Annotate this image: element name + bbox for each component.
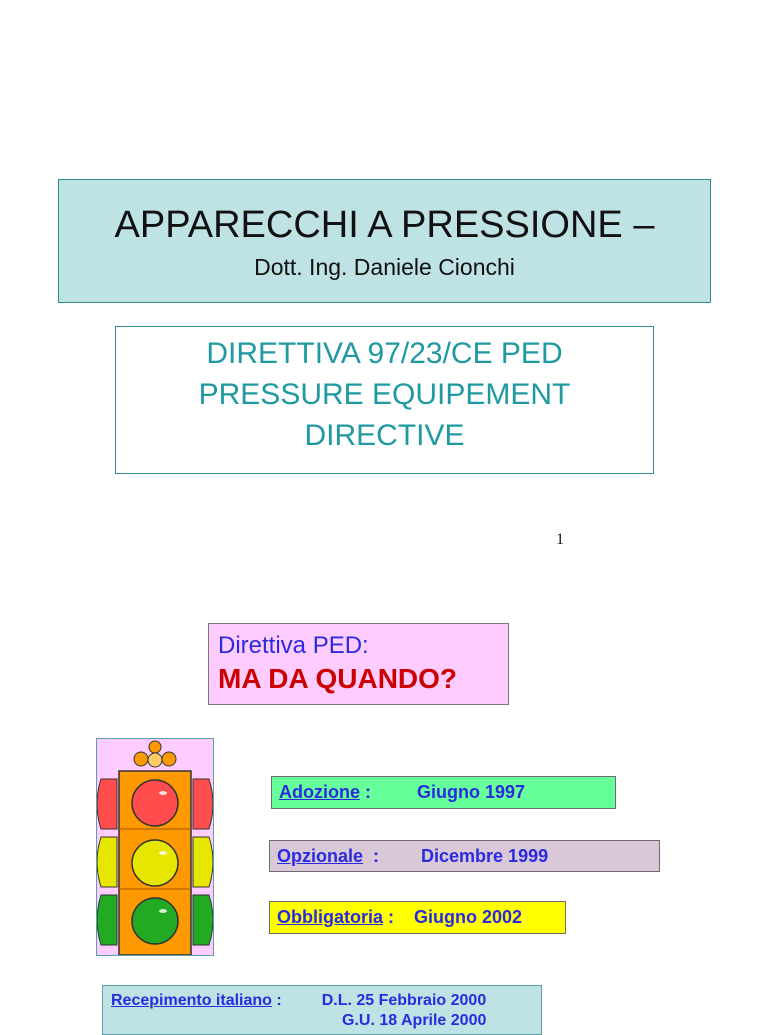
row-value: Giugno 2002	[414, 907, 523, 927]
ped-heading: Direttiva PED:	[218, 632, 369, 659]
directive-line: PRESSURE EQUIPEMENT	[198, 378, 571, 411]
traffic-light-graphic	[97, 739, 213, 955]
author-subtitle: Dott. Ing. Daniele Cionchi	[254, 254, 515, 280]
info-row-adozione	[271, 776, 616, 809]
title-box	[58, 179, 711, 303]
row-sep: :	[363, 846, 380, 866]
recepimento-sep: :	[271, 992, 282, 1009]
row-sep: :	[383, 907, 395, 927]
row-label[interactable]: Adozione	[279, 782, 360, 802]
row-label[interactable]: Opzionale	[277, 846, 364, 866]
ped-question: MA DA QUANDO?	[218, 663, 458, 694]
slide-title: APPARECCHI A PRESSIONE –	[114, 204, 655, 246]
row-value: Giugno 1997	[417, 782, 526, 802]
traffic-light-icon	[96, 738, 214, 956]
directive-line: DIRETTIVA 97/23/CE PED	[206, 337, 563, 370]
recepimento-value-2: G.U. 18 Aprile 2000	[342, 1012, 487, 1029]
recepimento-value-1: D.L. 25 Febbraio 2000	[321, 992, 487, 1009]
row-value: Dicembre 1999	[421, 846, 549, 866]
page-number: 1	[556, 531, 564, 548]
directive-line: DIRECTIVE	[304, 419, 465, 452]
recepimento-box	[102, 985, 542, 1035]
info-row-opzionale	[269, 840, 660, 872]
row-label[interactable]: Obbligatoria	[277, 907, 384, 927]
info-row-obbligatoria	[269, 901, 566, 934]
recepimento-label[interactable]: Recepimento italiano	[111, 992, 272, 1009]
directive-box	[115, 326, 654, 474]
ped-heading-box	[208, 623, 509, 705]
row-sep: :	[360, 782, 371, 802]
